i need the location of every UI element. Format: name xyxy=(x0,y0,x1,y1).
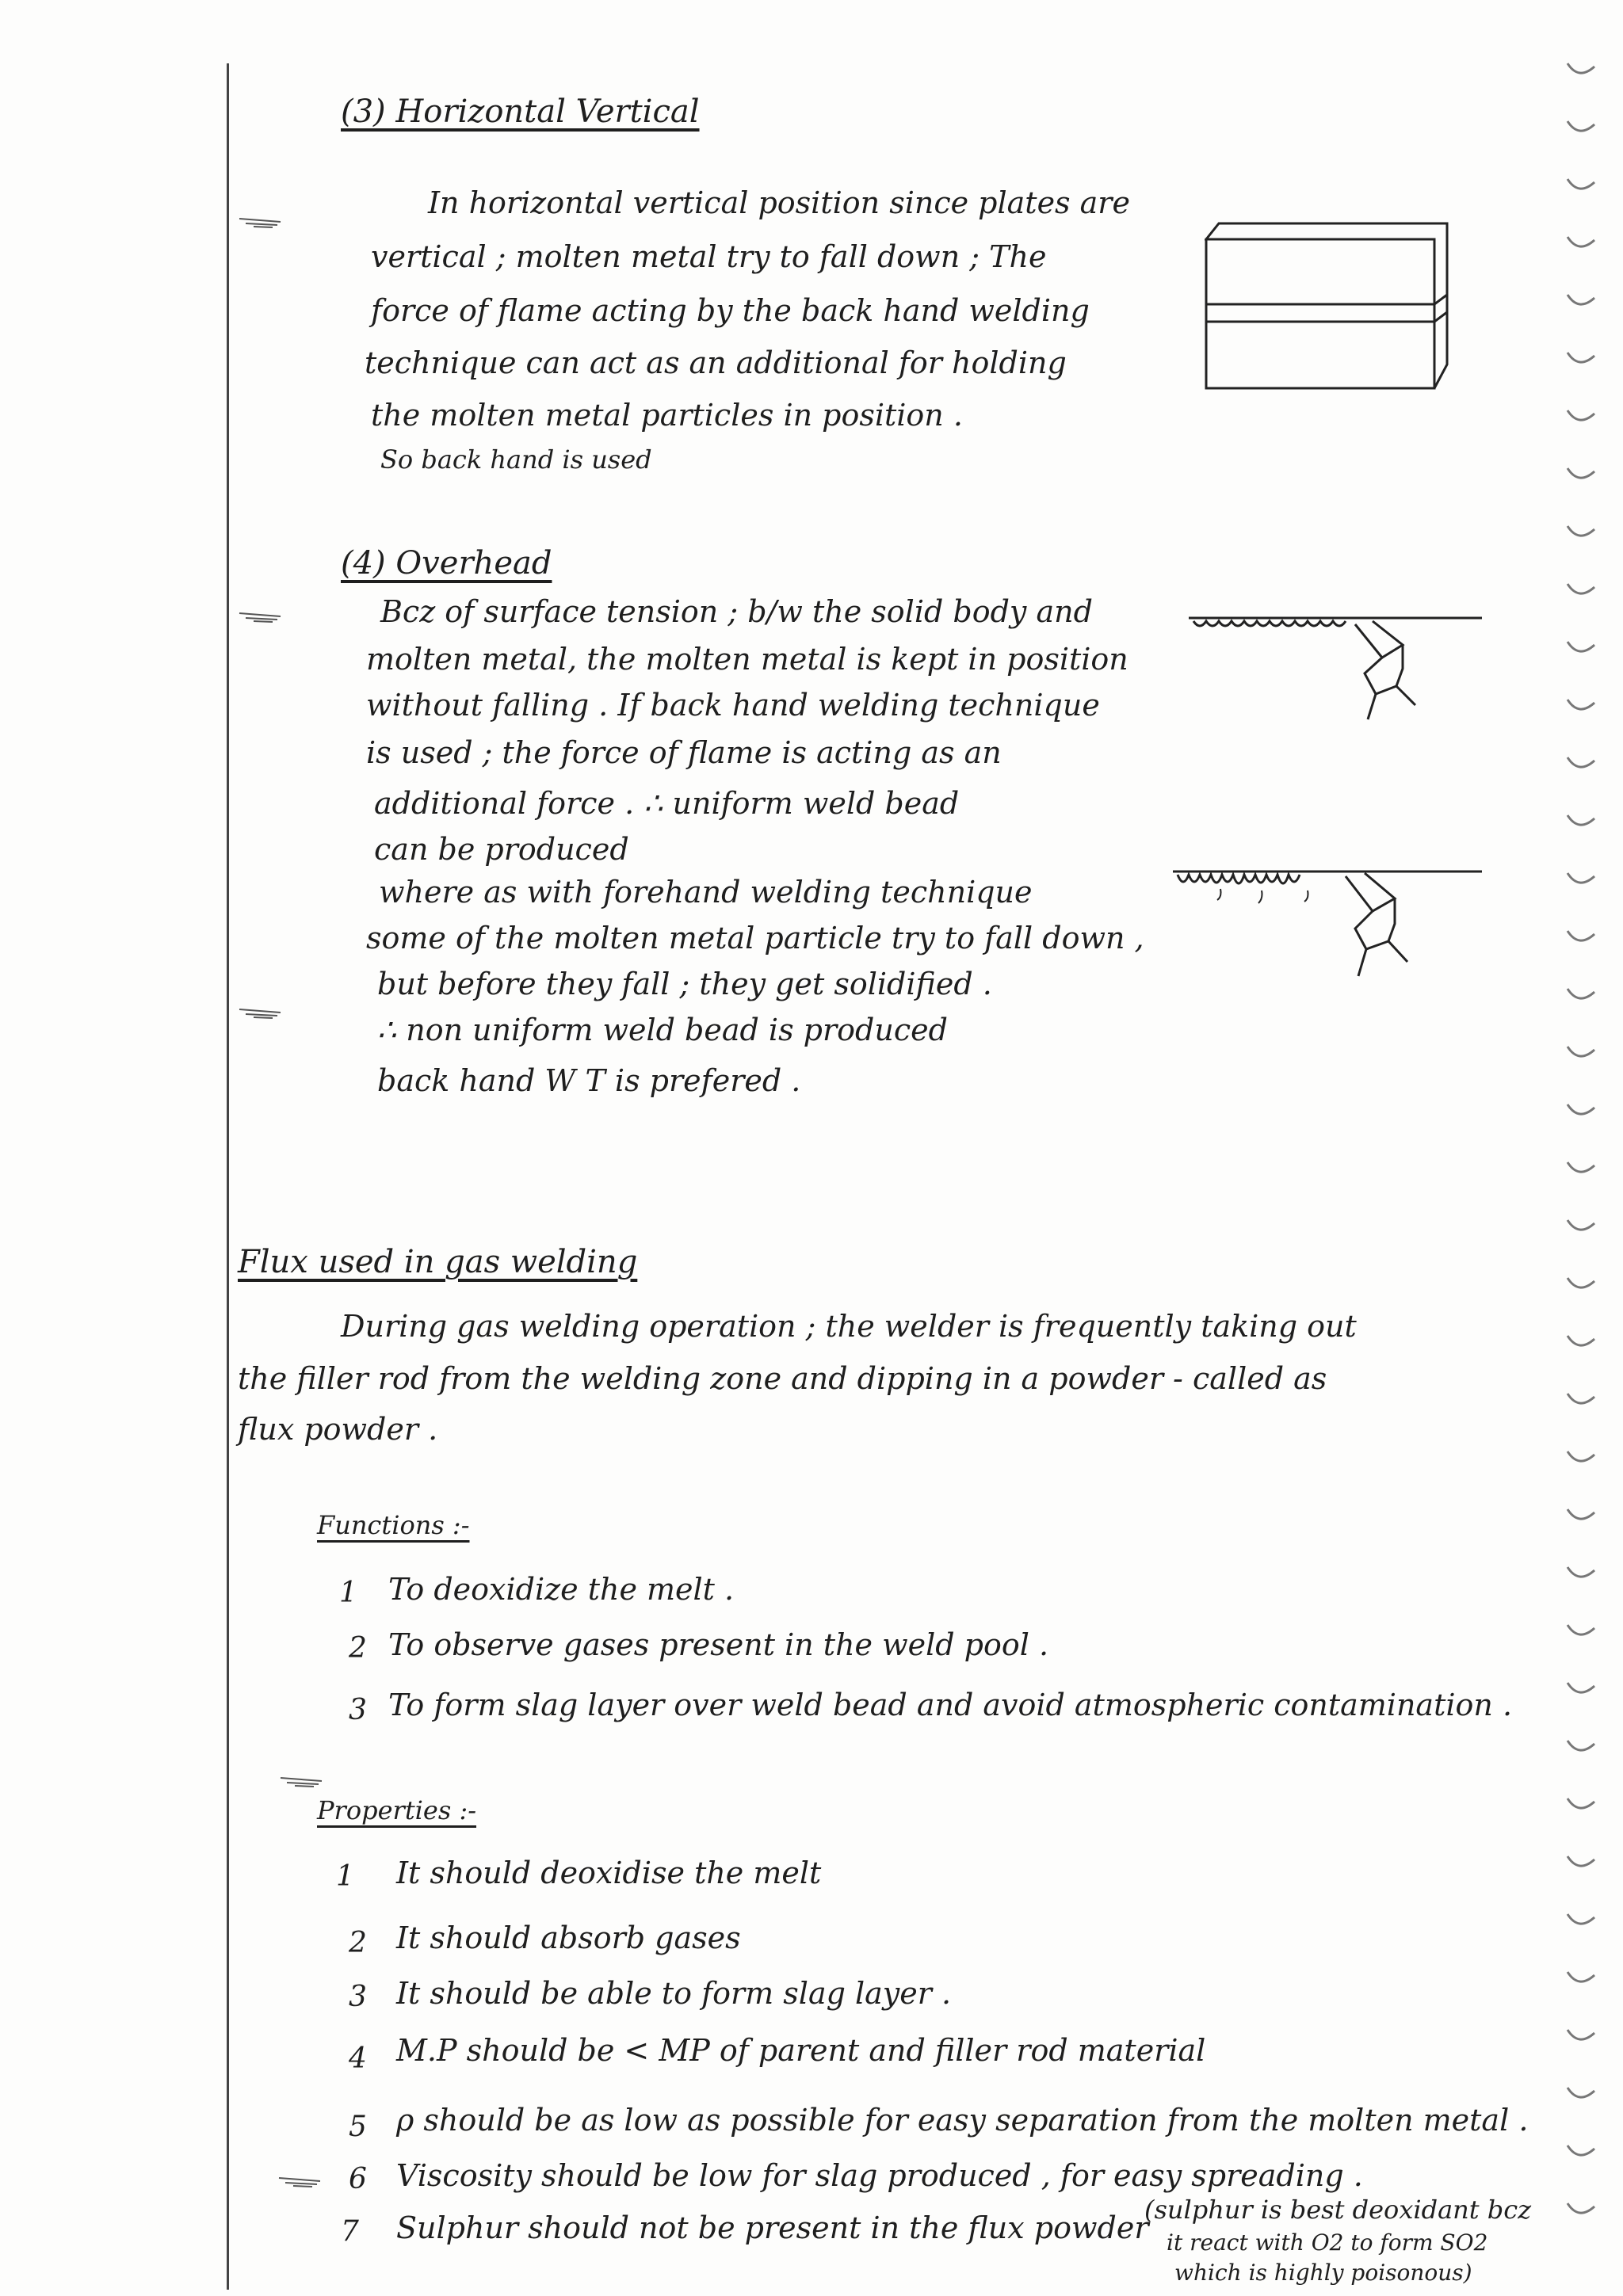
list-item: It should deoxidise the melt xyxy=(396,1855,822,1890)
text-line: is used ; the force of flame is acting as an xyxy=(366,735,1002,770)
spiral-hole xyxy=(1568,757,1594,767)
list-number: 3 xyxy=(349,1694,367,1726)
text-line: During gas welding operation ; the welder is frequently taking out xyxy=(341,1309,1357,1344)
spiral-hole xyxy=(1568,1047,1594,1056)
spiral-hole xyxy=(1568,237,1594,246)
text-line: technique can act as an additional for holding xyxy=(365,345,1067,380)
list-number: 7 xyxy=(341,2215,359,2248)
list-item: To deoxidize the melt . xyxy=(388,1572,735,1607)
text-line: but before they fall ; they get solidified . xyxy=(377,967,992,1001)
spiral-hole xyxy=(1568,815,1594,825)
text-line: additional force . ∴ uniform weld bead xyxy=(374,786,960,821)
heading-flux-used: Flux used in gas welding xyxy=(238,1244,638,1280)
list-number: 1 xyxy=(339,1577,357,1609)
spiral-hole xyxy=(1568,2145,1594,2155)
spiral-hole xyxy=(1568,121,1594,131)
text-line: can be produced xyxy=(374,832,629,867)
spiral-hole xyxy=(1568,1278,1594,1287)
spiral-hole xyxy=(1568,1741,1594,1750)
sulphur-note: (sulphur is best deoxidant bcz xyxy=(1144,2195,1532,2225)
text-line: back hand W T is prefered . xyxy=(377,1063,801,1098)
scan-mark xyxy=(277,2175,322,2189)
uniform-weld-bead-figure xyxy=(1189,610,1490,729)
vertical-plates-figure xyxy=(1205,222,1450,400)
spiral-hole xyxy=(1568,2030,1594,2039)
text-line: vertical ; molten metal try to fall down ; The xyxy=(371,239,1047,274)
spiral-hole xyxy=(1568,642,1594,651)
spiral-hole xyxy=(1568,1972,1594,1981)
scan-mark xyxy=(279,1775,323,1789)
text-line: without falling . If back hand welding technique xyxy=(366,688,1100,723)
spiral-hole xyxy=(1568,1509,1594,1519)
list-number: 2 xyxy=(349,1632,367,1665)
spiral-hole xyxy=(1568,1336,1594,1345)
list-item: It should be able to form slag layer . xyxy=(396,1976,952,2011)
spiral-hole xyxy=(1568,584,1594,593)
text-line: some of the molten metal particle try to fall down , xyxy=(366,921,1144,955)
text-line: molten metal, the molten metal is kept in position xyxy=(366,642,1128,677)
spiral-hole xyxy=(1568,2088,1594,2097)
text-line: ∴ non uniform weld bead is produced xyxy=(377,1013,948,1047)
list-item: To form slag layer over weld bead and avoid atmospheric contamination . xyxy=(388,1688,1513,1722)
text-line: where as with forehand welding technique xyxy=(379,875,1033,910)
text-line: flux powder . xyxy=(238,1412,438,1447)
spiral-hole xyxy=(1568,526,1594,536)
list-item: ρ should be as low as possible for easy separation from the molten metal . xyxy=(396,2103,1529,2138)
spiral-hole xyxy=(1568,1798,1594,1808)
non-uniform-weld-bead-figure xyxy=(1173,862,1490,989)
sulphur-note: it react with O2 to form SO2 xyxy=(1167,2229,1488,2256)
text-line: the filler rod from the welding zone and dipping in a powder - called as xyxy=(238,1361,1327,1396)
spiral-hole xyxy=(1568,1104,1594,1114)
list-item: Sulphur should not be present in the flux powder xyxy=(396,2210,1149,2245)
spiral-hole xyxy=(1568,1683,1594,1692)
text-line: In horizontal vertical position since plates are xyxy=(428,185,1130,220)
heading-overhead: (4) Overhead xyxy=(341,545,552,582)
scan-mark xyxy=(238,1006,282,1020)
spiral-hole xyxy=(1568,1914,1594,1924)
spiral-hole xyxy=(1568,1162,1594,1172)
spiral-hole xyxy=(1568,295,1594,304)
spiral-hole xyxy=(1568,2203,1594,2213)
list-number: 4 xyxy=(349,2042,367,2075)
list-item: M.P should be < MP of parent and filler rod material xyxy=(396,2033,1206,2068)
heading-horizontal-vertical: (3) Horizontal Vertical xyxy=(341,93,700,130)
spiral-hole xyxy=(1568,1856,1594,1866)
spiral-binding xyxy=(1561,48,1609,2266)
spiral-hole xyxy=(1568,700,1594,709)
text-line: Bcz of surface tension ; b/w the solid body and xyxy=(380,594,1093,629)
list-number: 2 xyxy=(349,1927,367,1959)
list-number: 5 xyxy=(349,2111,367,2143)
spiral-hole xyxy=(1568,989,1594,998)
spiral-hole xyxy=(1568,410,1594,420)
spiral-hole xyxy=(1568,468,1594,478)
text-line: force of flame acting by the back hand welding xyxy=(371,293,1090,328)
list-number: 1 xyxy=(336,1860,354,1893)
spiral-hole xyxy=(1568,1220,1594,1230)
scan-mark xyxy=(238,610,282,624)
scan-mark xyxy=(238,215,282,230)
spiral-hole xyxy=(1568,1451,1594,1461)
list-item: Viscosity should be low for slag produced , for easy spreading . xyxy=(396,2158,1363,2193)
properties-label: Properties :- xyxy=(317,1795,477,1825)
spiral-hole xyxy=(1568,63,1594,73)
spiral-hole xyxy=(1568,179,1594,189)
list-number: 3 xyxy=(349,1981,367,2013)
spiral-hole xyxy=(1568,873,1594,883)
functions-label: Functions :- xyxy=(317,1510,470,1540)
list-item: To observe gases present in the weld pool . xyxy=(388,1627,1049,1662)
sulphur-note: which is highly poisonous) xyxy=(1174,2260,1472,2286)
list-number: 6 xyxy=(349,2163,367,2195)
margin-line xyxy=(227,63,229,2290)
spiral-hole xyxy=(1568,1625,1594,1634)
text-line: the molten metal particles in position . xyxy=(371,398,963,433)
spiral-hole xyxy=(1568,353,1594,362)
text-line: So back hand is used xyxy=(380,444,652,475)
spiral-hole xyxy=(1568,1567,1594,1577)
spiral-hole xyxy=(1568,931,1594,940)
spiral-hole xyxy=(1568,1394,1594,1403)
list-item: It should absorb gases xyxy=(396,1920,741,1955)
